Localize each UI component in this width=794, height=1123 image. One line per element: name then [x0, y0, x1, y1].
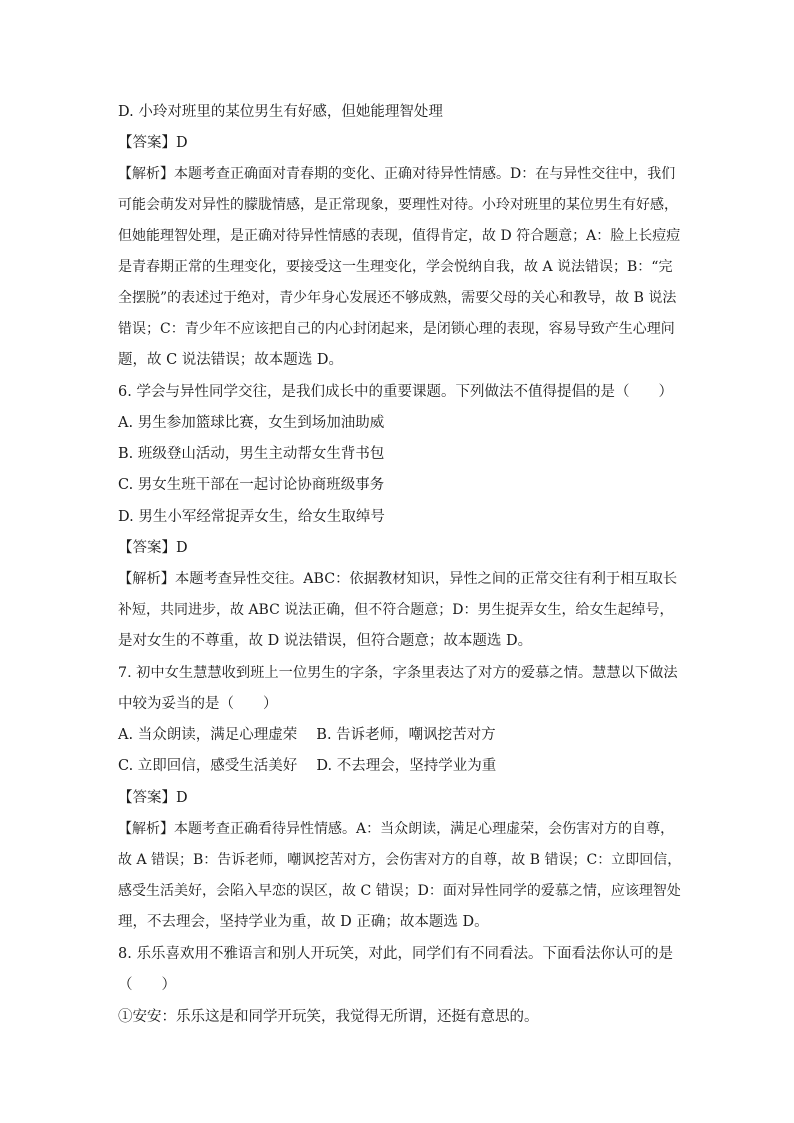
q6-analysis-line-2: 补短，共同进步，故 ABC 说法正确，但不符合题意；D：男生捉弄女生，给女生起绰号， — [118, 602, 674, 618]
q7-options-row-2: C. 立即回信，感受生活美好 D. 不去理会，坚持学业为重 — [118, 758, 497, 774]
q8-stem: 8. 乐乐喜欢用不雅语言和别人开玩笑，对此，同学们有不同看法。下面看法你认可的是 — [118, 946, 673, 962]
q7-options-row-1: A. 当众朗读，满足心理虚荣 B. 告诉老师，嘲讽挖苦对方 — [118, 727, 496, 743]
q8-answer-bracket: （ ） — [118, 977, 176, 993]
q7-analysis-line-1: 【解析】本题考查正确看待异性情感。A：当众朗读，满足心理虚荣，会伤害对方的自尊， — [118, 821, 675, 837]
q6-answer: 【答案】D — [118, 540, 188, 556]
q7-stem-line-1: 7. 初中女生慧慧收到班上一位男生的字条，字条里表达了对方的爱慕之情。慧慧以下做法 — [118, 665, 678, 681]
q5-analysis-line-5: 全摆脱”的表述过于绝对，青少年身心发展还不够成熟，需要父母的关心和教导，故 B 说法 — [118, 290, 677, 306]
q7-answer: 【答案】D — [118, 790, 188, 806]
q6-analysis-line-3: 是对女生的不尊重，故 D 说法错误，但符合题意；故本题选 D。 — [118, 633, 533, 649]
q5-analysis-line-1: 【解析】本题考查正确面对青春期的变化、正确对待异性情感。D：在与异性交往中，我们 — [118, 166, 676, 182]
q5-answer: 【答案】D — [118, 135, 188, 151]
q7-analysis-line-3: 感受生活美好，会陷入早恋的误区，故 C 错误；D：面对异性同学的爱慕之情，应该理智处 — [118, 883, 681, 899]
q5-analysis-line-7: 题，故 C 说法错误；故本题选 D。 — [118, 352, 344, 368]
q6-option-c: C. 男女生班干部在一起讨论协商班级事务 — [118, 477, 385, 493]
q6-option-a: A. 男生参加篮球比赛，女生到场加油助威 — [118, 415, 385, 431]
q5-option-d: D. 小玲对班里的某位男生有好感，但她能理智处理 — [118, 104, 443, 120]
q7-analysis-line-4: 理，不去理会，坚持学业为重，故 D 正确；故本题选 D。 — [118, 914, 489, 930]
q6-option-b: B. 班级登山活动，男生主动帮女生背书包 — [118, 446, 385, 462]
q5-analysis-line-2: 可能会萌发对异性的朦胧情感，是正常现象，要理性对待。小玲对班里的某位男生有好感， — [118, 197, 678, 213]
q6-analysis-line-1: 【解析】本题考查异性交往。ABC：依据教材知识，异性之间的正常交往有利于相互取长 — [118, 571, 678, 587]
q6-option-d: D. 男生小军经常捉弄女生，给女生取绰号 — [118, 509, 385, 525]
q5-analysis-line-6: 错误；C：青少年不应该把自己的内心封闭起来，是闭锁心理的表现，容易导致产生心理问 — [118, 321, 675, 337]
q5-analysis-line-4: 是青春期正常的生理变化，要接受这一生理变化，学会悦纳自我，故 A 说法错误；B：“完 — [118, 259, 673, 275]
q7-stem-line-2: 中较为妥当的是（ ） — [118, 696, 278, 712]
q5-analysis-line-3: 但她能理智处理，是正确对待异性情感的表现，值得肯定，故 D 符合题意；A：脸上长痘痘 — [118, 228, 681, 244]
q7-analysis-line-2: 故 A 错误；B：告诉老师，嘲讽挖苦对方，会伤害对方的自尊，故 B 错误；C：立即回信， — [118, 852, 682, 868]
q6-stem: 6. 学会与异性同学交往，是我们成长中的重要课题。下列做法不值得提倡的是（ ） — [118, 384, 673, 400]
q8-view-1: ①安安：乐乐这是和同学开玩笑，我觉得无所谓，还挺有意思的。 — [118, 1009, 539, 1025]
